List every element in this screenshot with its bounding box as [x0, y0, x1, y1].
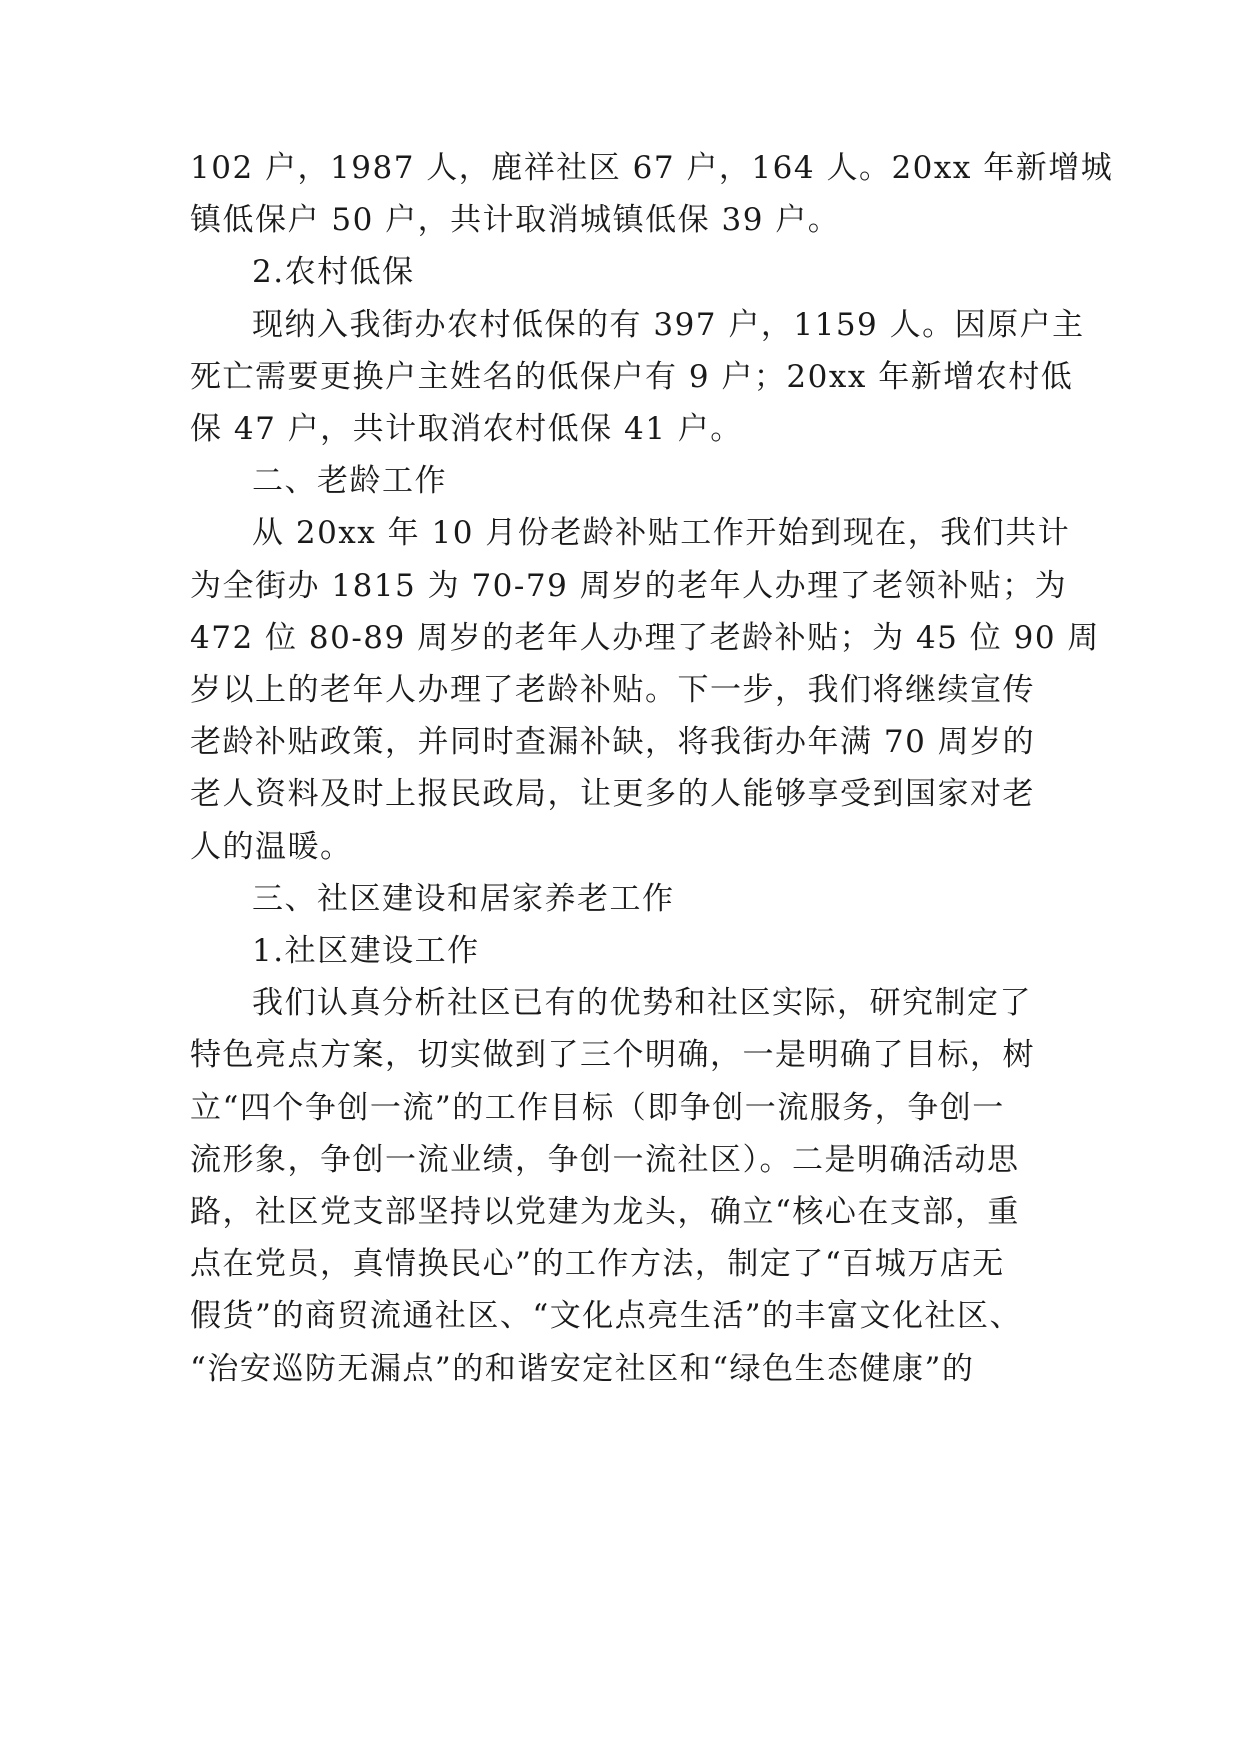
- text-line: “治安巡防无漏点”的和谐安定社区和“绿色生态健康”的: [190, 1351, 975, 1387]
- text-line: 镇低保户 50 户，共计取消城镇低保 39 户。: [190, 202, 841, 238]
- text-line: 老龄补贴政策，并同时查漏补缺，将我街办年满 70 周岁的: [190, 724, 1036, 760]
- subsection-heading: 2.农村低保: [252, 254, 415, 290]
- text-line: 路，社区党支部坚持以党建为龙头，确立“核心在支部，重: [190, 1194, 1020, 1230]
- text-line: 立“四个争创一流”的工作目标（即争创一流服务，争创一: [190, 1090, 1005, 1126]
- subsection-heading: 1.社区建设工作: [252, 933, 480, 969]
- text-line: 流形象，争创一流业绩，争创一流社区）。二是明确活动思: [190, 1142, 1020, 1178]
- text-line: 岁以上的老年人办理了老龄补贴。下一步，我们将继续宣传: [190, 672, 1035, 708]
- text-line: 老人资料及时上报民政局，让更多的人能够享受到国家对老: [190, 776, 1035, 812]
- text-line: 特色亮点方案，切实做到了三个明确，一是明确了目标，树: [190, 1037, 1035, 1073]
- text-line: 现纳入我街办农村低保的有 397 户，1159 人。因原户主: [252, 307, 1085, 343]
- section-heading: 二、老龄工作: [252, 463, 447, 499]
- text-line: 死亡需要更换户主姓名的低保户有 9 户；20xx 年新增农村低: [190, 359, 1074, 395]
- text-line: 保 47 户，共计取消农村低保 41 户。: [190, 411, 743, 447]
- text-line: 我们认真分析社区已有的优势和社区实际，研究制定了: [252, 985, 1032, 1021]
- text-line: 点在党员，真情换民心”的工作方法，制定了“百城万店无: [190, 1246, 1005, 1282]
- text-line: 从 20xx 年 10 月份老龄补贴工作开始到现在，我们共计: [252, 515, 1071, 551]
- text-line: 假货”的商贸流通社区、“文化点亮生活”的丰富文化社区、: [190, 1298, 1023, 1334]
- text-line: 人的温暖。: [190, 829, 353, 865]
- text-line: 为全街办 1815 为 70-79 周岁的老年人办理了老领补贴；为: [190, 568, 1068, 604]
- text-line: 102 户，1987 人，鹿祥社区 67 户，164 人。20xx 年新增城: [190, 150, 1114, 186]
- section-heading: 三、社区建设和居家养老工作: [252, 881, 675, 917]
- text-line: 472 位 80-89 周岁的老年人办理了老龄补贴；为 45 位 90 周: [190, 620, 1100, 656]
